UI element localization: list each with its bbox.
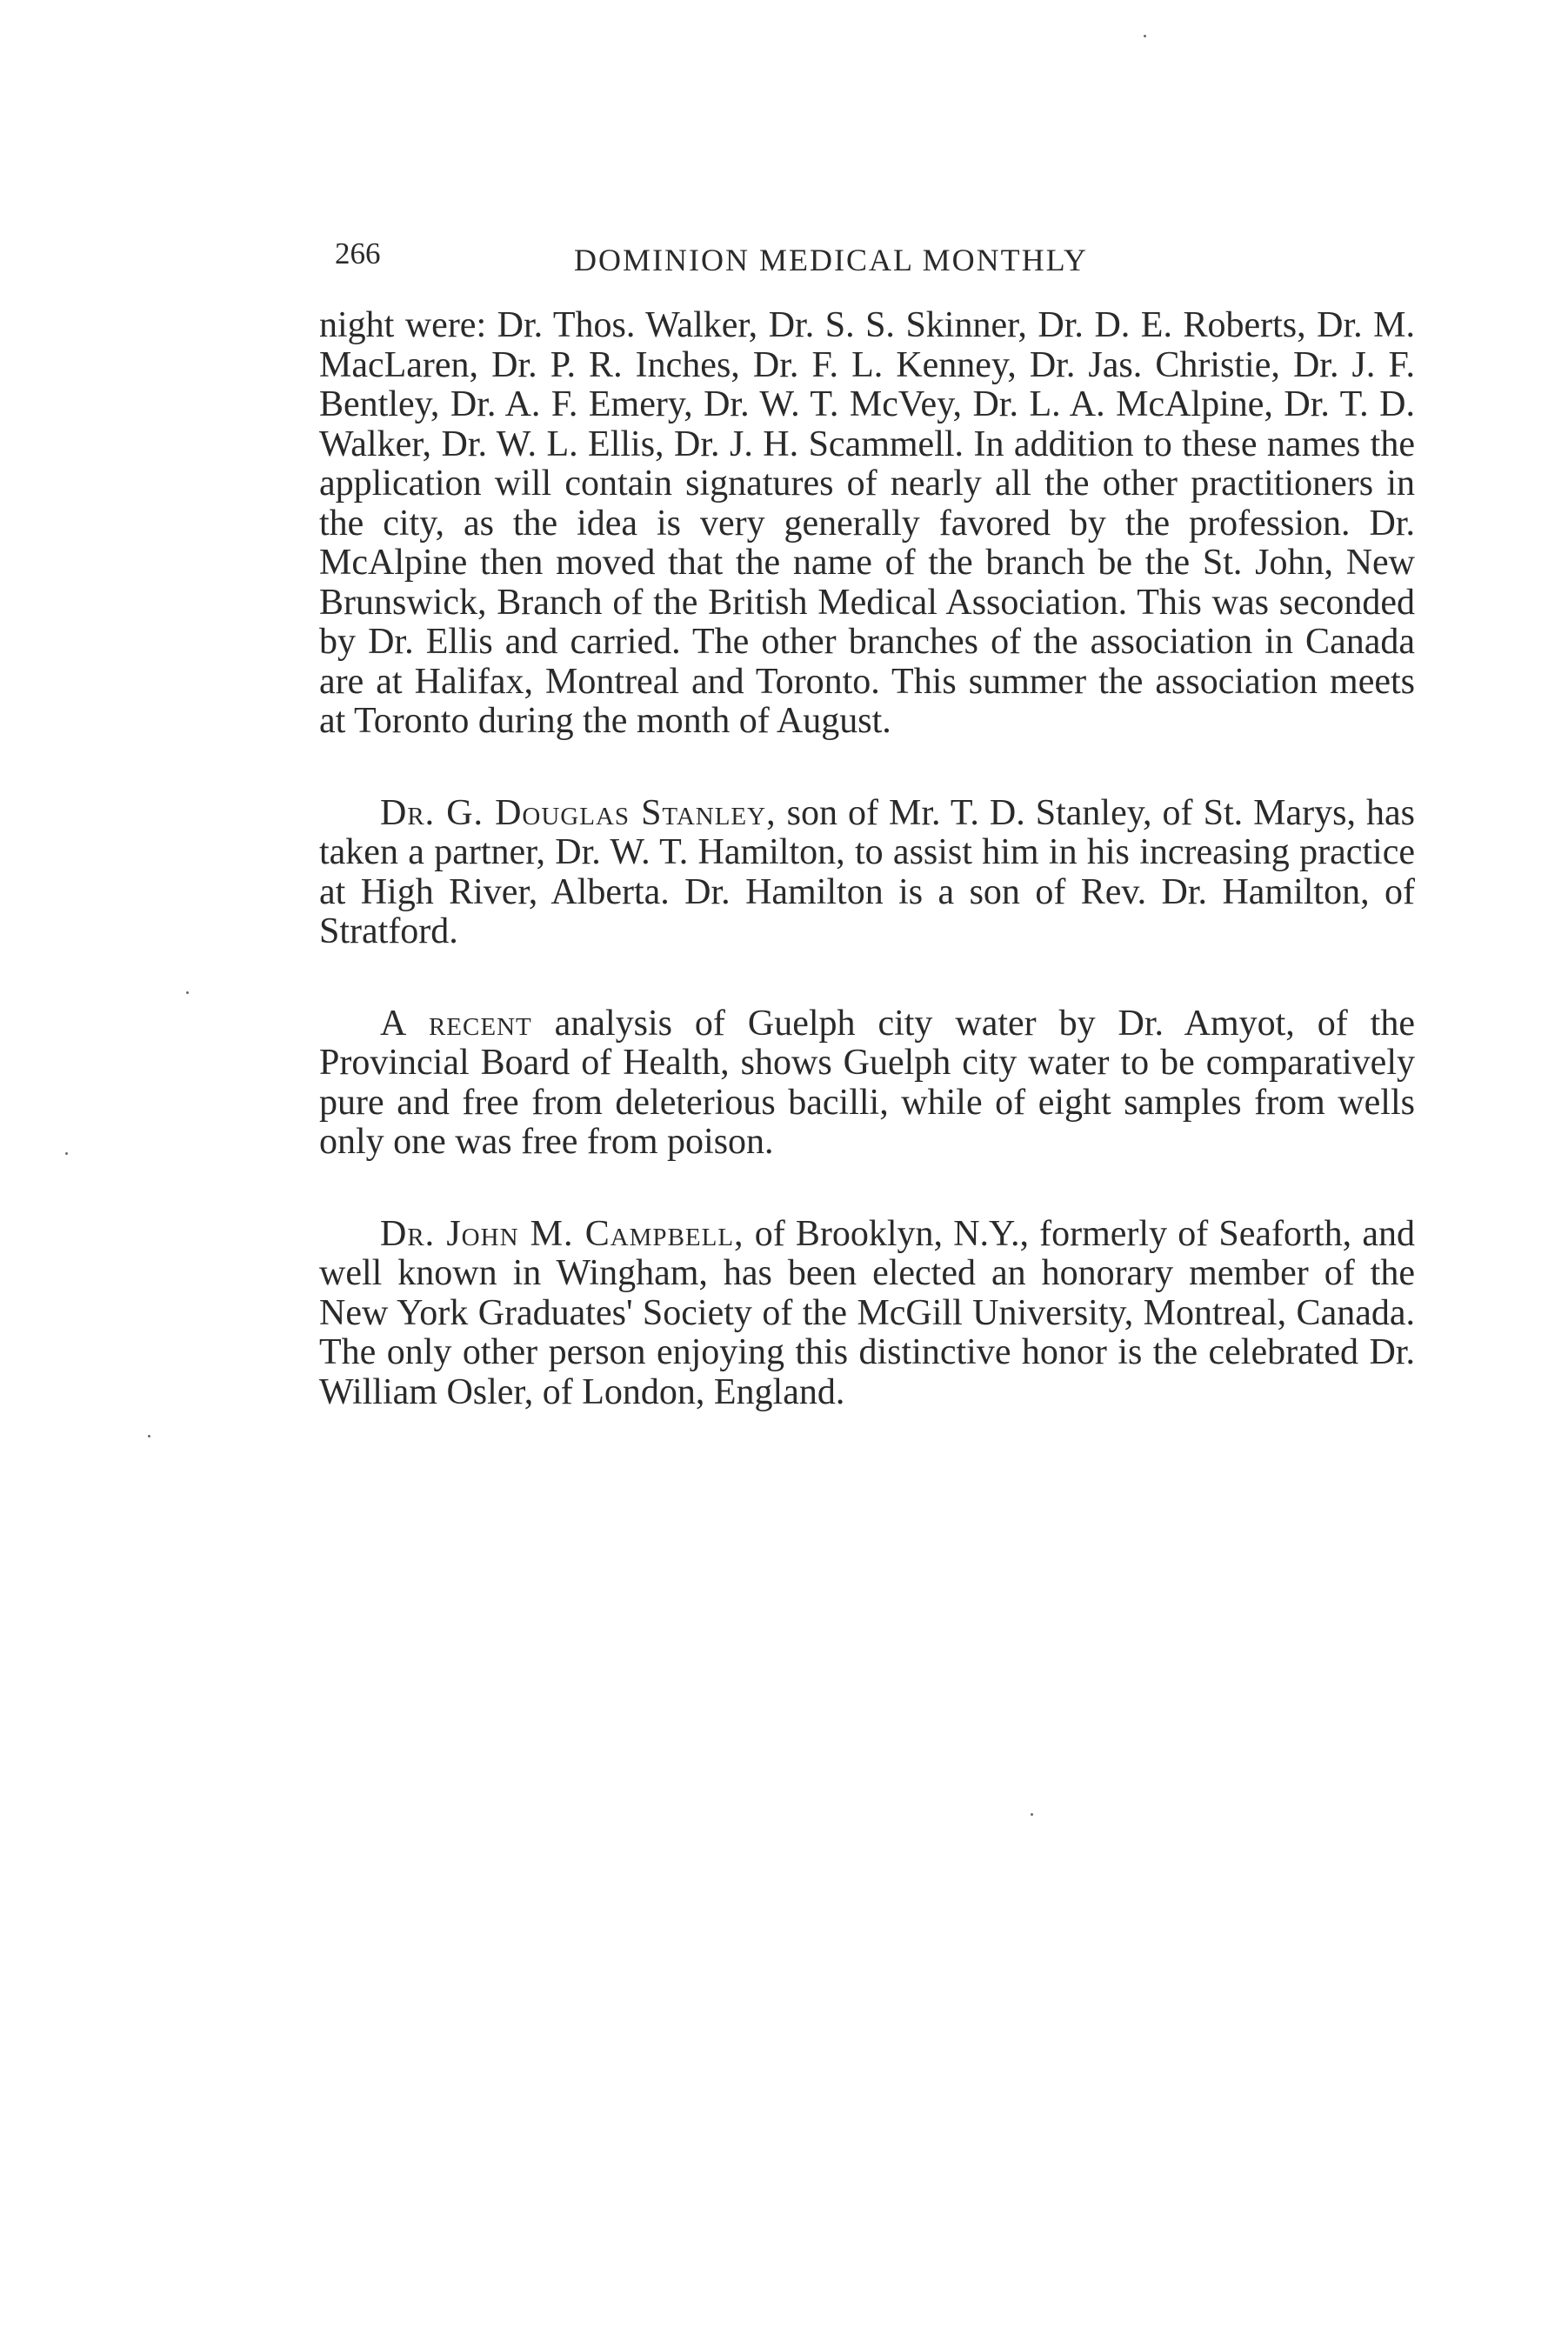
paragraph-campbell-honor	[319, 1215, 1415, 1413]
paragraph-body: of Brooklyn, N.Y., formerly of Seaforth, and well known in Wingham, has been elected an honorary member of the New York Graduates' Society of the McGill University, Montreal, Canada. The only other person enjoying this distinctive honor is the celebrated Dr. William Osler, of London, England.	[319, 1213, 1415, 1412]
scan-speck	[1144, 35, 1146, 37]
paragraph-body: son of Mr. T. D. Stanley, of St. Marys, has taken a partner, Dr. W. T. Hamilton, to assist him in his increasing practice at High River, Alberta. Dr. Hamilton is a son of Rev. Dr. Hamilton, of Stratford.	[319, 792, 1415, 951]
paragraph-lead: A recent	[380, 1003, 532, 1044]
scan-speck	[65, 1152, 68, 1155]
scan-speck	[148, 1435, 150, 1437]
paragraph-lead: Dr. G. Douglas Stanley,	[380, 792, 777, 833]
paragraph-meeting-attendees: night were: Dr. Thos. Walker, Dr. S. S. Skinner, Dr. D. E. Roberts, Dr. M. MacLaren, Dr. P. R. Inches, Dr. F. L. Kenney, Dr. Jas. Christie, Dr. J. F. Bentley, Dr. A. F. Emery, Dr. W. T. McVey, Dr. L. A. McAlpine, Dr. T. D. Walker, Dr. W. L. Ellis, Dr. J. H. Scammell. In addition to these names the application will contain signatures of nearly all the other practitioners in the city, as the idea is very generally favored by the profession. Dr. McAlpine then moved that the name of the branch be the St. John, New Brunswick, Branch of the British Medical Association. This was seconded by Dr. Ellis and carried. The other branches of the association in Canada are at Halifax, Montreal and Toronto. This summer the association meets at Toronto during the month of August.	[319, 305, 1415, 741]
paragraph-body: analysis of Guelph city water by Dr. Amyot, of the Provincial Board of Health, shows Guelph city water to be comparatively pure and free from deleterious bacilli, while of eight samples from wells only one was free from poison.	[319, 1003, 1415, 1162]
paragraph-guelph-water	[319, 1004, 1415, 1163]
paragraph-stanley-note	[319, 794, 1415, 952]
paragraph-lead: Dr. John M. Campbell,	[380, 1213, 744, 1254]
page-number: 266	[335, 237, 381, 270]
running-head: DOMINION MEDICAL MONTHLY	[574, 243, 1089, 277]
page-header	[335, 237, 1213, 289]
article-body	[319, 306, 1415, 1412]
scan-speck	[1031, 1813, 1033, 1816]
scan-speck	[186, 991, 189, 994]
